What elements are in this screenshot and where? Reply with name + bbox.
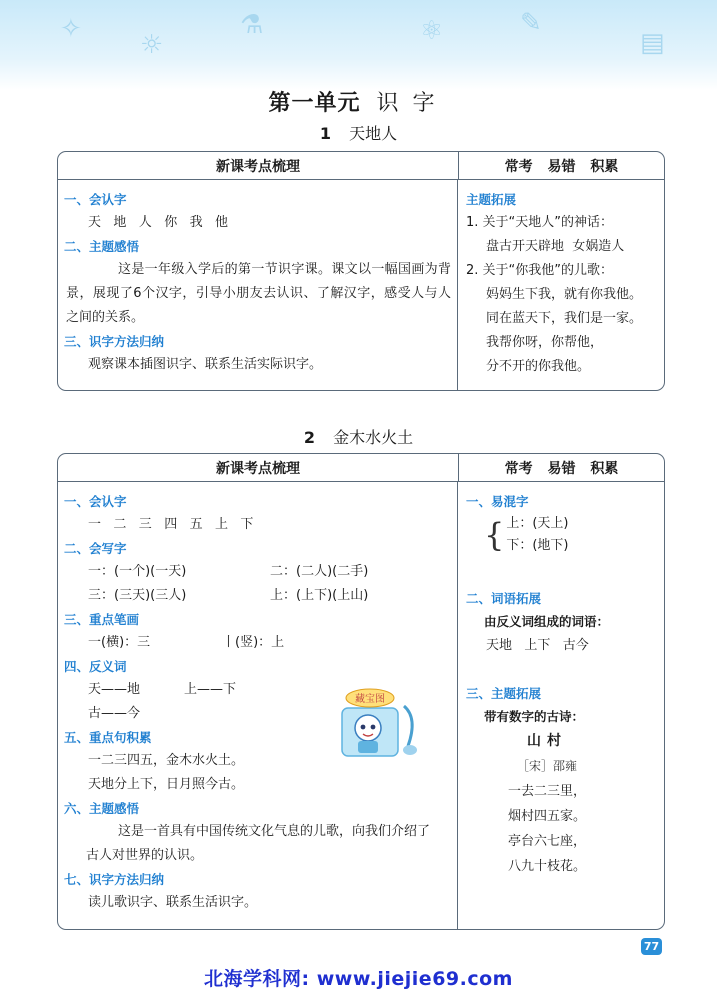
mascot-label: 藏宝图 [355,694,385,705]
lesson-number: 1 [319,124,332,143]
section-heading: 三、主题拓展 [466,686,542,701]
write-row [64,560,451,584]
section-heading: 二、主题感悟 [64,239,140,254]
poem-line: 八九十枝花。 [507,859,586,874]
confusable-chars [466,513,658,557]
watermark: 北海学科网: www.jiejie69.com [204,968,513,990]
poem-line: 烟村四五家。 [507,809,586,824]
theme-paragraph: 这是一首具有中国传统文化气息的儿歌，向我们介绍了 [118,824,431,839]
lesson-number: 2 [303,428,316,447]
antonym-pair: 古——今 [88,706,141,721]
method-text: 读儿歌识字、联系生活识字。 [88,895,258,910]
poem-author: ［宋］邵雍 [516,759,577,773]
unit-title [0,86,717,117]
write-item: 二：(二人)(二手) [270,564,369,579]
words-intro: 由反义词组成的词语： [484,614,610,629]
dna-icon: ✧ [60,14,82,44]
theme-paragraph-continued: 古人对世界的认识。 [86,848,204,863]
stroke-row [64,631,451,655]
header-right: 常考 易错 积累 [504,460,619,477]
recognize-chars: 一 二 三 四 五 上 下 [88,517,254,532]
poem-line: 一去二三里， [507,784,586,799]
song-line: 妈妈生下我，就有你我他。 [486,287,643,302]
poem-line: 亭台六七座， [507,834,586,849]
write-item: 三：(三天)(三人) [88,588,187,603]
song-line: 分不开的你我他。 [486,359,591,374]
section-heading: 四、反义词 [64,659,127,674]
list-item-text: 盘古开天辟地 女娲造人 [486,239,625,254]
list-item: 1. 关于“天地人”的神话： [466,215,614,230]
pencil-icon: ✎ [520,8,542,38]
lesson-1-box [57,151,665,391]
poem-intro: 带有数字的古诗： [484,709,585,724]
header-left: 新课考点梳理 [58,152,459,179]
lesson-name: 金木水火土 [333,428,414,447]
lesson-name: 天地人 [349,124,398,143]
section-heading: 二、会写字 [64,541,127,556]
key-sentence: 天地分上下，日月照今古。 [88,777,245,792]
mascot-treasure-map-illustration [328,688,428,768]
atom-icon: ⚛ [420,16,444,46]
section-heading: 三、重点笔画 [64,612,140,627]
box-header [58,152,664,180]
header-decoration-band [0,0,717,90]
write-item: 上：(上下)(上山) [270,588,369,603]
recognize-chars: 天 地 人 你 我 他 [88,215,228,230]
list-item: 2. 关于“你我他”的儿歌： [466,263,614,278]
lightbulb-icon: ☼ [140,30,164,60]
section-heading: 一、易混字 [466,494,529,509]
section-heading: 二、词语拓展 [466,591,542,606]
brace-icon: { [484,516,505,554]
section-heading: 三、识字方法归纳 [64,334,165,349]
confusable-item: 上：(天上) [506,516,569,531]
section-heading: 五、重点句积累 [64,730,152,745]
key-sentence: 一二三四五，金木水火土。 [88,753,245,768]
unit-name: 第一单元 [268,91,361,116]
lesson-1-title [0,121,717,144]
stroke-item: 丨(竖)：上 [222,635,285,650]
page-number: 77 [641,938,662,955]
box-header [58,454,664,482]
header-left: 新课考点梳理 [58,454,459,481]
confusable-item: 下：(地下) [506,538,569,553]
book-icon: ▤ [640,28,665,58]
song-line: 同在蓝天下，我们是一家。 [486,311,643,326]
flask-icon: ⚗ [240,10,264,40]
antonym-pair: 天——地 [88,682,141,697]
lesson-2-title [0,425,717,448]
section-heading: 一、会认字 [64,192,127,207]
unit-subtitle: 识字 [376,91,449,116]
method-text: 观察课本插图识字、联系生活实际识字。 [88,357,323,372]
song-line: 我帮你呀，你帮他， [486,335,604,350]
lesson-1-left-column [58,180,458,390]
section-heading: 七、识字方法归纳 [64,872,165,887]
theme-paragraph: 这是一年级入学后的第一节识字课。课文以一幅国画为背景，展现了6个汉字，引导小朋友去认识、了解汉字，感受人与人之间的关系。 [66,262,451,325]
word-list: 天地 上下 古今 [486,638,589,653]
section-heading: 六、主题感悟 [64,801,140,816]
section-heading: 一、会认字 [64,494,127,509]
section-heading: 主题拓展 [466,192,517,207]
lesson-1-right-column [458,180,664,390]
write-item: 一：(一个)(一天) [88,564,187,579]
header-right: 常考 易错 积累 [504,158,619,175]
poem-title: 山村 [527,733,567,749]
lesson-2-right-column [458,482,664,929]
stroke-item: 一(横)：三 [88,635,151,650]
antonym-pair: 上——下 [184,682,237,697]
write-row [64,584,451,608]
